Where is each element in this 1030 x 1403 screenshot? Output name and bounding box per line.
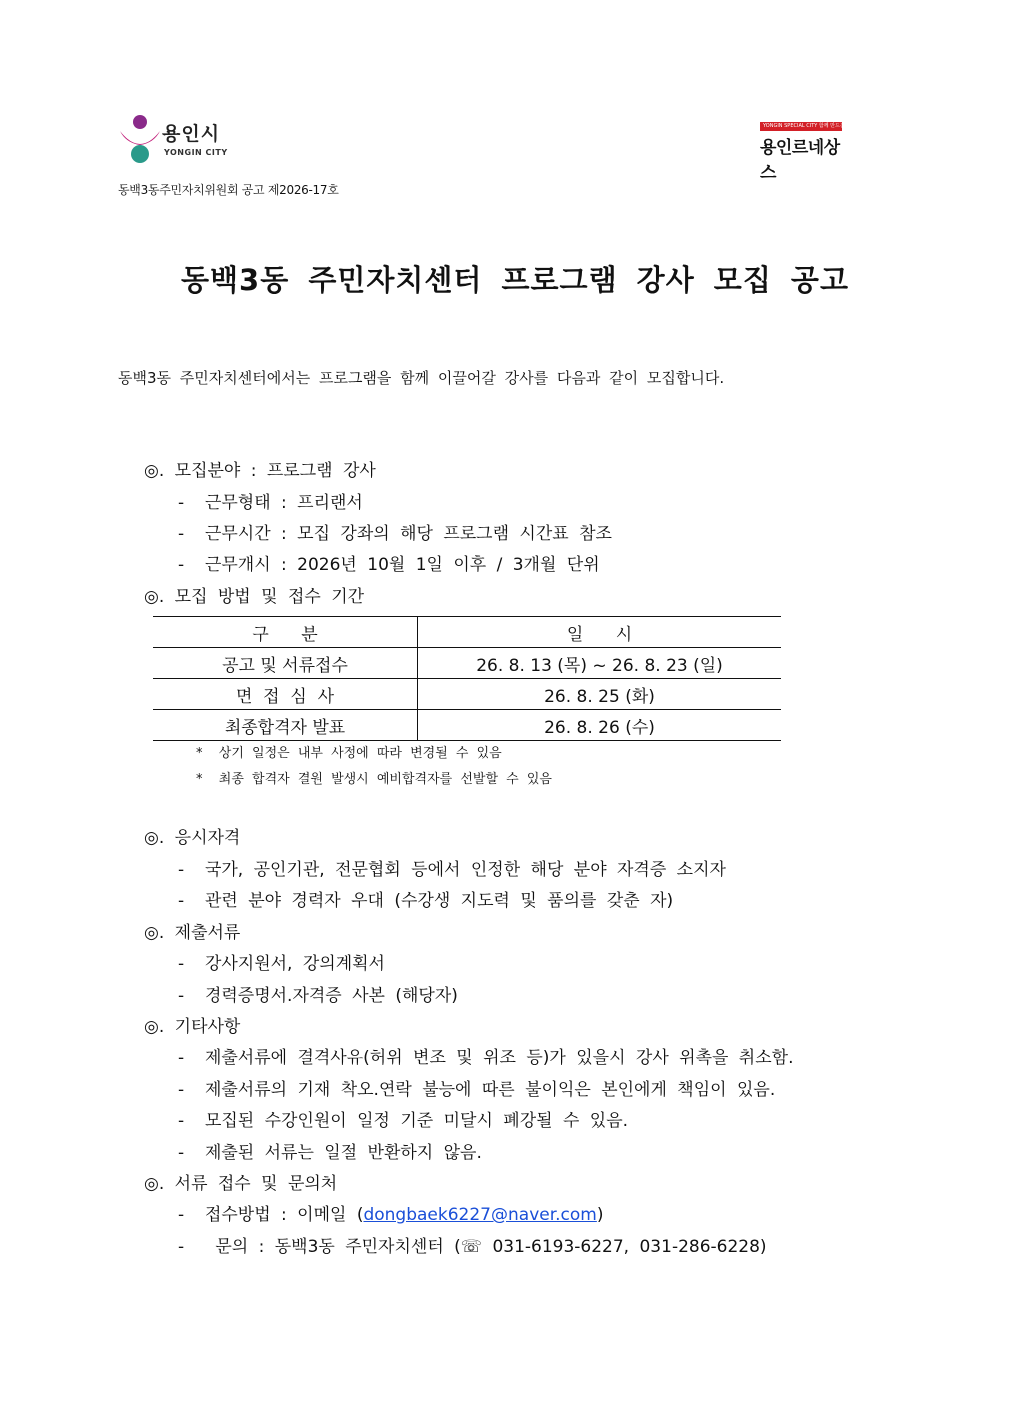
yongin-renaissance-logo <box>760 122 856 183</box>
schedule-table <box>153 616 781 741</box>
yongin-emblem-icon <box>118 113 162 165</box>
list-item: - 근무시간 : 모집 강좌의 해당 프로그램 시간표 참조 <box>178 524 612 544</box>
table-header-cell: 일 시 <box>418 617 782 648</box>
table-cell: 공고 및 서류접수 <box>153 648 418 679</box>
logo-right-text: 용인르네상스 <box>760 138 840 183</box>
contact-inquiry: - 문의 : 동백3동 주민자치센터 (☏ 031-6193-6227, 031-286-6228) <box>178 1237 767 1257</box>
yongin-city-logo <box>118 113 238 165</box>
intro-text: 동백3동 주민자치센터에서는 프로그램을 함께 이끌어갈 강사를 다음과 같이 모집합니다. <box>118 369 725 387</box>
list-item: - 제출서류에 결격사유(허위 변조 및 위조 등)가 있을시 강사 위촉을 취소함. <box>178 1048 794 1068</box>
list-item: - 강사지원서, 강의계획서 <box>178 954 385 974</box>
list-item: - 경력증명서.자격증 사본 (해당자) <box>178 986 458 1006</box>
list-item: - 모집된 수강인원이 일정 기준 미달시 폐강될 수 있음. <box>178 1111 629 1131</box>
table-cell: 26. 8. 26 (수) <box>418 710 782 741</box>
table-cell: 면 접 심 사 <box>153 679 418 710</box>
table-row <box>153 679 781 710</box>
list-item: - 근무형태 : 프리랜서 <box>178 493 363 513</box>
section-heading-method: ◎. 모집 방법 및 접수 기간 <box>144 587 365 607</box>
logo-left-text: 용인시 <box>162 123 221 145</box>
section-heading-documents: ◎. 제출서류 <box>144 923 241 943</box>
list-item: - 관련 분야 경력자 우대 (수강생 지도력 및 품의를 갖춘 자) <box>178 891 674 911</box>
email-link[interactable]: dongbaek6227@naver.com <box>363 1205 597 1225</box>
contact-method-prefix: - 접수방법 : 이메일 ( <box>178 1205 364 1225</box>
table-cell: 26. 8. 25 (화) <box>418 679 782 710</box>
section-heading-etc: ◎. 기타사항 <box>144 1017 241 1037</box>
notice-number: 동백3동주민자치위원회 공고 제2026-17호 <box>118 183 339 197</box>
section-heading-qualification: ◎. 응시자격 <box>144 828 241 848</box>
list-item: - 제출된 서류는 일절 반환하지 않음. <box>178 1143 482 1163</box>
list-item: - 근무개시 : 2026년 10월 1일 이후 / 3개월 단위 <box>178 555 600 575</box>
logo-left-subtext: YONGIN CITY <box>164 148 228 157</box>
list-item: - 제출서류의 기재 착오.연락 불능에 따른 불이익은 본인에게 책임이 있음. <box>178 1080 776 1100</box>
table-cell: 최종합격자 발표 <box>153 710 418 741</box>
logo-right-tagline: YONGIN SPECIAL CITY 함께 만드는 미래 <box>760 122 842 131</box>
schedule-note: * 최종 합격자 결원 발생시 예비합격자를 선발할 수 있음 <box>196 772 552 787</box>
section-heading-contact: ◎. 서류 접수 및 문의처 <box>144 1174 338 1194</box>
table-cell: 26. 8. 13 (목) ~ 26. 8. 23 (일) <box>418 648 782 679</box>
contact-method-suffix: ) <box>596 1205 604 1225</box>
schedule-note: * 상기 일정은 내부 사정에 따라 변경될 수 있음 <box>196 746 502 761</box>
table-header-row <box>153 617 781 648</box>
contact-method <box>178 1200 604 1225</box>
list-item: - 국가, 공인기관, 전문협회 등에서 인정한 해당 분야 자격증 소지자 <box>178 860 726 880</box>
table-row <box>153 648 781 679</box>
section-heading-field: ◎. 모집분야 : 프로그램 강사 <box>144 461 376 481</box>
table-row <box>153 710 781 741</box>
page-title: 동백3동 주민자치센터 프로그램 강사 모집 공고 <box>181 263 849 297</box>
table-header-cell: 구 분 <box>153 617 418 648</box>
